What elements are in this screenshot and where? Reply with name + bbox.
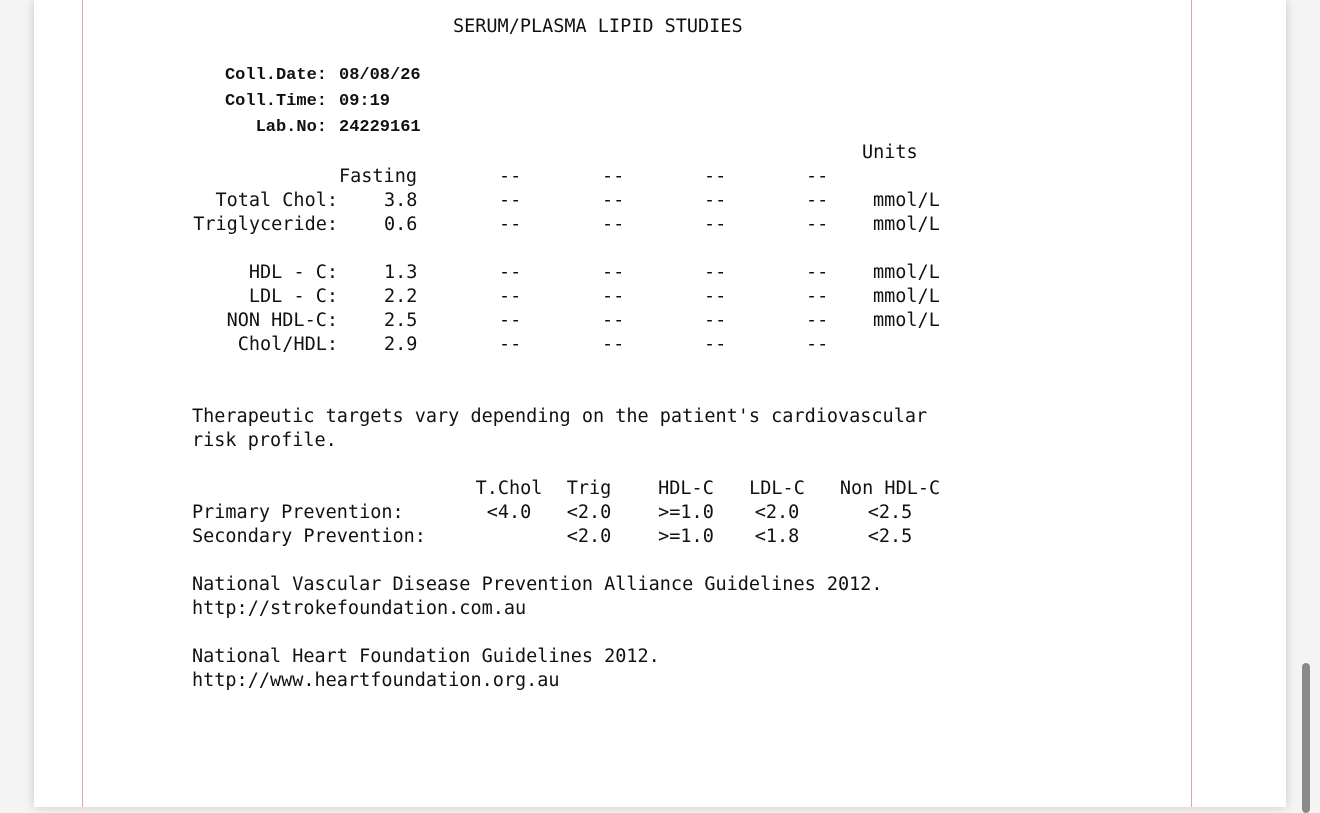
lab-no-value: 24229161 <box>339 118 421 137</box>
result-unit: mmol/L <box>873 262 940 283</box>
note-line-1: Therapeutic targets vary depending on the patient's cardiovascular <box>192 406 928 427</box>
result-dash-2: -- <box>602 310 625 331</box>
result-label: Triglyceride: <box>193 214 338 235</box>
fasting-dash-3: -- <box>704 166 727 187</box>
result-label: NON HDL-C: <box>226 310 338 331</box>
result-value: 3.8 <box>384 190 418 211</box>
primary-target-value: <4.0 <box>486 502 532 523</box>
report-title: SERUM/PLASMA LIPID STUDIES <box>453 16 743 37</box>
coll-time-label: Coll.Time: <box>224 92 327 111</box>
target-header: Trig <box>566 478 612 499</box>
result-dash-1: -- <box>499 190 522 211</box>
coll-time-value: 09:19 <box>339 92 391 111</box>
result-dash-4: -- <box>806 310 829 331</box>
result-label: HDL - C: <box>248 262 338 283</box>
result-dash-2: -- <box>602 262 625 283</box>
right-margin-line <box>1191 0 1192 807</box>
secondary-target-value: >=1.0 <box>658 526 714 547</box>
result-dash-2: -- <box>602 286 625 307</box>
target-header: LDL-C <box>749 478 805 499</box>
result-dash-1: -- <box>499 334 522 355</box>
lab-no-label: Lab.No: <box>255 118 327 137</box>
target-header: T.Chol <box>475 478 543 499</box>
result-value: 1.3 <box>384 262 418 283</box>
result-dash-4: -- <box>806 262 829 283</box>
result-dash-3: -- <box>704 334 727 355</box>
result-dash-2: -- <box>602 214 625 235</box>
result-dash-3: -- <box>704 190 727 211</box>
result-unit: mmol/L <box>873 310 940 331</box>
primary-target-value: <2.5 <box>867 502 913 523</box>
fasting-dash-1: -- <box>499 166 522 187</box>
fasting-header: Fasting <box>339 166 417 187</box>
result-label: LDL - C: <box>248 286 338 307</box>
units-header: Units <box>862 142 918 163</box>
target-header: Non HDL-C <box>839 478 941 499</box>
result-value: 2.5 <box>384 310 418 331</box>
fasting-dash-2: -- <box>602 166 625 187</box>
result-dash-2: -- <box>602 334 625 355</box>
result-dash-3: -- <box>704 286 727 307</box>
result-dash-1: -- <box>499 262 522 283</box>
result-value: 0.6 <box>384 214 418 235</box>
result-dash-3: -- <box>704 310 727 331</box>
result-dash-4: -- <box>806 214 829 235</box>
result-dash-2: -- <box>602 190 625 211</box>
reference-2-title: National Heart Foundation Guidelines 2012. <box>192 646 660 667</box>
coll-date-value: 08/08/26 <box>339 66 421 85</box>
reference-1-url: http://strokefoundation.com.au <box>192 598 527 619</box>
secondary-target-value: <1.8 <box>754 526 800 547</box>
result-dash-4: -- <box>806 190 829 211</box>
result-value: 2.9 <box>384 334 418 355</box>
result-unit: mmol/L <box>873 190 940 211</box>
result-label: Total Chol: <box>215 190 338 211</box>
result-dash-3: -- <box>704 262 727 283</box>
fasting-dash-4: -- <box>806 166 829 187</box>
left-margin-line <box>82 0 83 807</box>
result-value: 2.2 <box>384 286 418 307</box>
result-dash-3: -- <box>704 214 727 235</box>
primary-target-value: <2.0 <box>566 502 612 523</box>
reference-1-title: National Vascular Disease Prevention Alliance Guidelines 2012. <box>192 574 883 595</box>
primary-prevention-label: Primary Prevention: <box>192 502 404 523</box>
scrollbar-thumb[interactable] <box>1302 663 1310 813</box>
primary-target-value: <2.0 <box>754 502 800 523</box>
result-unit: mmol/L <box>873 286 940 307</box>
coll-date-label: Coll.Date: <box>224 66 327 85</box>
result-dash-4: -- <box>806 286 829 307</box>
secondary-target-value: <2.0 <box>566 526 612 547</box>
result-unit: mmol/L <box>873 214 940 235</box>
target-header: HDL-C <box>658 478 714 499</box>
result-label: Chol/HDL: <box>237 334 338 355</box>
result-dash-1: -- <box>499 214 522 235</box>
result-dash-1: -- <box>499 286 522 307</box>
secondary-prevention-label: Secondary Prevention: <box>192 526 426 547</box>
note-line-2: risk profile. <box>192 430 337 451</box>
primary-target-value: >=1.0 <box>658 502 714 523</box>
result-dash-4: -- <box>806 334 829 355</box>
secondary-target-value: <2.5 <box>867 526 913 547</box>
reference-2-url: http://www.heartfoundation.org.au <box>192 670 560 691</box>
result-dash-1: -- <box>499 310 522 331</box>
